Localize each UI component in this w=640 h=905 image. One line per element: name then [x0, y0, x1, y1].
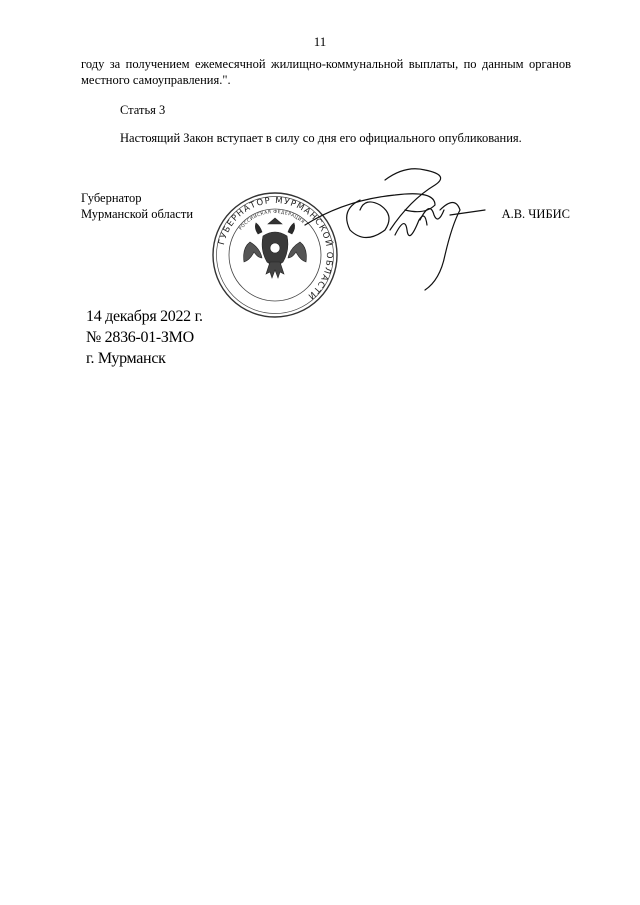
- signer-position-region: Мурманской области: [81, 207, 194, 221]
- signer-position-title: Губернатор: [81, 191, 142, 205]
- stamp-city: г. Мурманск: [86, 350, 166, 367]
- article-heading: Статья 3: [120, 103, 166, 117]
- continued-paragraph: году за получением ежемесячной жилищно-коммунальной выплаты, по данным органов местного самоуправления.".: [81, 57, 571, 87]
- signatory-name: А.В. ЧИБИС: [501, 207, 570, 221]
- seal-inner-text: РОССИЙСКАЯ ФЕДЕРАЦИЯ: [238, 209, 306, 232]
- stamp-date: 14 декабря 2022 г.: [86, 308, 203, 325]
- page-number: 11: [313, 34, 327, 49]
- article-text: Настоящий Закон вступает в силу со дня его официального опубликования.: [120, 131, 522, 145]
- stamp-document-number: № 2836-01-ЗМО: [86, 329, 194, 346]
- handwritten-signature-icon: [300, 160, 500, 300]
- seal-outer-text: ГУБЕРНАТОР МУРМАНСКОЙ ОБЛАСТИ: [217, 195, 335, 302]
